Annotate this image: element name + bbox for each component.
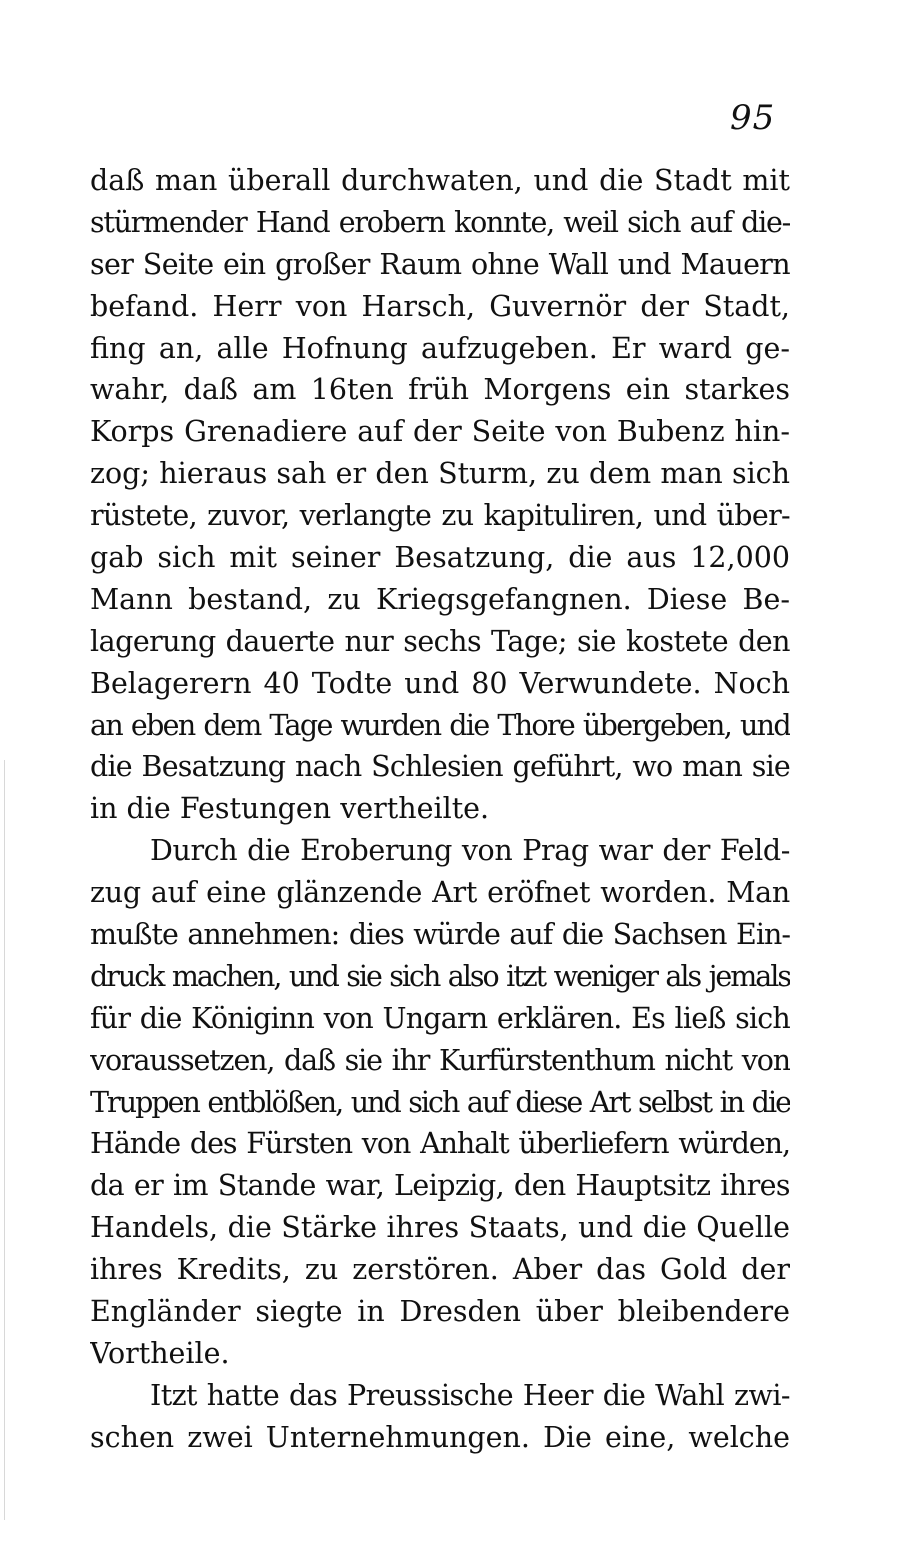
text-line: schen zwei Unternehmungen. Die eine, welche <box>90 1420 790 1454</box>
text-line: ser Seite ein großer Raum ohne Wall und Mauern <box>90 247 790 281</box>
text-line: Truppen entblößen, und sich auf diese Art selbst in die <box>90 1085 790 1119</box>
text-line: an eben dem Tage wurden die Thore übergeben, und <box>90 708 790 742</box>
body-text <box>90 160 790 1459</box>
text-line: fing an, alle Hofnung aufzugeben. Er ward ge- <box>90 331 790 365</box>
text-line: lagerung dauerte nur sechs Tage; sie kostete den <box>90 624 790 658</box>
text-line: rüstete, zuvor, verlangte zu kapituliren, und über- <box>90 499 790 533</box>
text-line: die Besatzung nach Schlesien geführt, wo man sie <box>90 750 790 784</box>
text-line: Korps Grenadiere auf der Seite von Bubenz hin- <box>90 415 790 449</box>
text-line: Mann bestand, zu Kriegsgefangnen. Diese Be- <box>90 582 790 616</box>
text-line: zog; hieraus sah er den Sturm, zu dem man sich <box>90 457 790 491</box>
text-line: Handels, die Stärke ihres Staats, und die Quelle <box>90 1211 790 1245</box>
text-line: mußte annehmen: dies würde auf die Sachsen Ein- <box>90 918 790 952</box>
text-line: wahr, daß am 16ten früh Morgens ein starkes <box>90 373 790 407</box>
text-line: für die Königinn von Ungarn erklären. Es ließ sich <box>90 1001 790 1035</box>
text-line: Engländer siegte in Dresden über bleibendere <box>90 1295 790 1329</box>
paragraph-end-line: in die Festungen vertheilte. <box>90 792 490 826</box>
text-line: druck machen, und sie sich also itzt weniger als jemals <box>90 959 790 993</box>
text-line: Belagerern 40 Todte und 80 Verwundete. Noch <box>90 666 790 700</box>
paragraph-start-line: Durch die Eroberung von Prag war der Feld- <box>150 834 790 868</box>
text-line: voraussetzen, daß sie ihr Kurfürstenthum nicht von <box>90 1043 790 1077</box>
text-line: zug auf eine glänzende Art eröfnet worden. Man <box>90 876 790 910</box>
scan-edge-line <box>4 760 5 1520</box>
page-number: 95 <box>730 98 776 138</box>
text-line: Hände des Fürsten von Anhalt überliefern würden, <box>90 1127 790 1161</box>
paragraph-start-line: Itzt hatte das Preussische Heer die Wahl zwi- <box>150 1378 790 1412</box>
paragraph-end-line: Vortheile. <box>90 1336 230 1370</box>
text-line: ihres Kredits, zu zerstören. Aber das Gold der <box>90 1253 790 1287</box>
text-line: daß man überall durchwaten, und die Stadt mit <box>90 164 790 197</box>
text-line: gab sich mit seiner Besatzung, die aus 12,000 <box>90 541 790 575</box>
text-line: befand. Herr von Harsch, Guvernör der Stadt, <box>90 289 790 323</box>
text-line: da er im Stande war, Leipzig, den Hauptsitz ihres <box>90 1169 790 1203</box>
text-line: stürmender Hand erobern konnte, weil sich auf die- <box>90 205 790 239</box>
